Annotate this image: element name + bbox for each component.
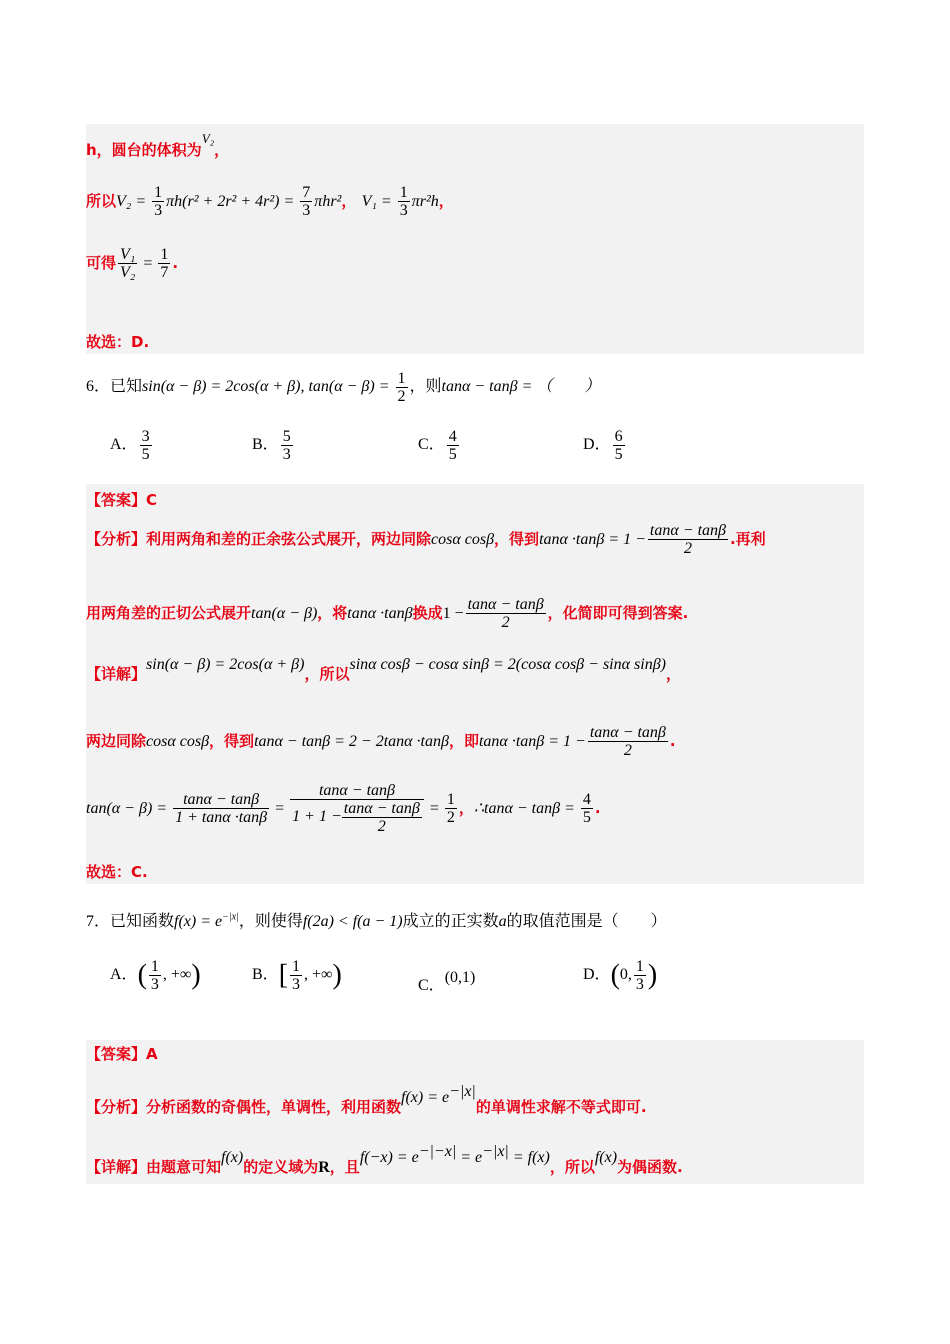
fraction: $\frac{1}{2}$ — [446, 791, 455, 826]
q6-option-c[interactable]: C． $\frac{4}{5}$ — [418, 428, 457, 463]
fraction: $\frac{\tan\alpha - \tan\beta}{1 + \tan\alpha \cdot\tan\beta}$ — [175, 791, 268, 826]
question-6-stem: 6．已知sin(α − β) = 2cos(α + β), tan(α − β) = $\frac{1}{2}$ ，则tanα − tanβ = （ ） — [86, 370, 601, 405]
solution-block-q5-tail — [86, 124, 864, 354]
fraction: $\frac{\text{V₁}}{\text{V₂}}$ — [120, 246, 136, 281]
choice-line: 故选：D. — [86, 333, 150, 351]
conclusion-line: 故选：C. — [86, 863, 148, 881]
q7-option-c[interactable]: C．(0,1) — [418, 969, 476, 994]
volume-formula-line: 所以V₂ = $\frac{1}{3}$ πh(r² + 2r² + 4r²) = $\frac{7}{3}$ πhr²， V₁ = $\frac{1}{3}$ πr²h， — [86, 184, 454, 219]
fraction: $\frac{1}{2}$ — [397, 370, 406, 405]
q7-option-a[interactable]: A．( $\frac{1}{3}$ , +∞) — [110, 958, 201, 993]
ratio-line: 可得 $\frac{\text{V₁}}{\text{V₂}}$ = $\frac{1}{7}$ . — [86, 246, 179, 281]
solution-block-q6 — [86, 484, 864, 884]
fraction: $\frac{7}{3}$ — [302, 184, 311, 219]
q6-option-a[interactable]: A． $\frac{3}{5}$ — [110, 428, 150, 463]
analysis-line-1: 【分析】利用两角和差的正余弦公式展开，两边同除cosα cosβ，得到tanα ·tanβ = 1 − $\frac{\tan\alpha - \tan\beta}{2}$ .再利 — [86, 522, 766, 557]
detail-line-2: 两边同除cosα cosβ，得到tanα − tanβ = 2 − 2tanα ·tanβ，即tanα ·tanβ = 1 − $\frac{\tan\alpha - \tan\beta}{2}$ . — [86, 724, 676, 759]
detail-line-3: tan(α − β) = $\frac{\tan\alpha - \tan\beta}{1 + \tan\alpha \cdot\tan\beta}$ = tanα − tanβ 1 + 1 − $\frac{\tan\alpha - \tan\beta}{2}$ = $\frac{1}{2}$ ，∴tanα − tanβ = $\frac{4}{5}$ . — [86, 782, 601, 835]
math-v2: V₂ — [201, 131, 215, 146]
q7-option-b[interactable]: B．[ $\frac{1}{3}$ , +∞) — [252, 958, 342, 993]
detail-line-1: 【详解】sin(α − β) = 2cos(α + β)，所以sinα cosβ − cosα sinβ = 2(cosα cosβ − sinα sinβ)， — [86, 656, 681, 683]
fraction: tanα − tanβ 1 + 1 − $\frac{\tan\alpha - \tan\beta}{2}$ — [290, 782, 424, 835]
fraction: $\frac{4}{5}$ — [582, 791, 591, 826]
q6-option-b[interactable]: B． $\frac{5}{3}$ — [252, 428, 291, 463]
fraction: $\frac{\tan\alpha - \tan\beta}{2}$ — [649, 522, 726, 557]
answer-line: 【答案】A — [86, 1045, 158, 1063]
fraction: $\frac{\tan\alpha - \tan\beta}{2}$ — [467, 596, 544, 631]
analysis-line-2: 用两角差的正切公式展开tan(α − β)，将tanα ·tanβ换成1 − $\frac{\tan\alpha - \tan\beta}{2}$ ，化简即可得到答案. — [86, 596, 689, 631]
solution-block-q7 — [86, 1040, 864, 1184]
fraction: $\frac{1}{3}$ — [399, 184, 408, 219]
answer-line: 【答案】C — [86, 491, 158, 509]
q6-option-d[interactable]: D． $\frac{6}{5}$ — [583, 428, 623, 463]
q7-option-d[interactable]: D．(0, $\frac{1}{3}$ ) — [583, 958, 658, 993]
detail-line: 【详解】由题意可知f(x)的定义域为R，且$f(-x) = e^{-|-x|} = e^{-|x|} = f(x)$，所以f(x)为偶函数. — [86, 1143, 683, 1176]
fraction: $\frac{1}{3}$ — [154, 184, 163, 219]
volume-line: h，圆台的体积为V₂， — [86, 131, 230, 159]
fraction: $\frac{\tan\alpha - \tan\beta}{2}$ — [589, 724, 666, 759]
analysis-line: 【分析】分析函数的奇偶性，单调性，利用函数$f(x) = e^{-|x|}$的单调性求解不等式即可. — [86, 1083, 647, 1116]
fraction: $\frac{1}{7}$ — [160, 246, 169, 281]
question-7-stem: 7．已知函数$f(x) = e^{-|x|}$，则使得f(2a) < f(a − 1)成立的正实数a的取值范围是（ ） — [86, 911, 667, 930]
